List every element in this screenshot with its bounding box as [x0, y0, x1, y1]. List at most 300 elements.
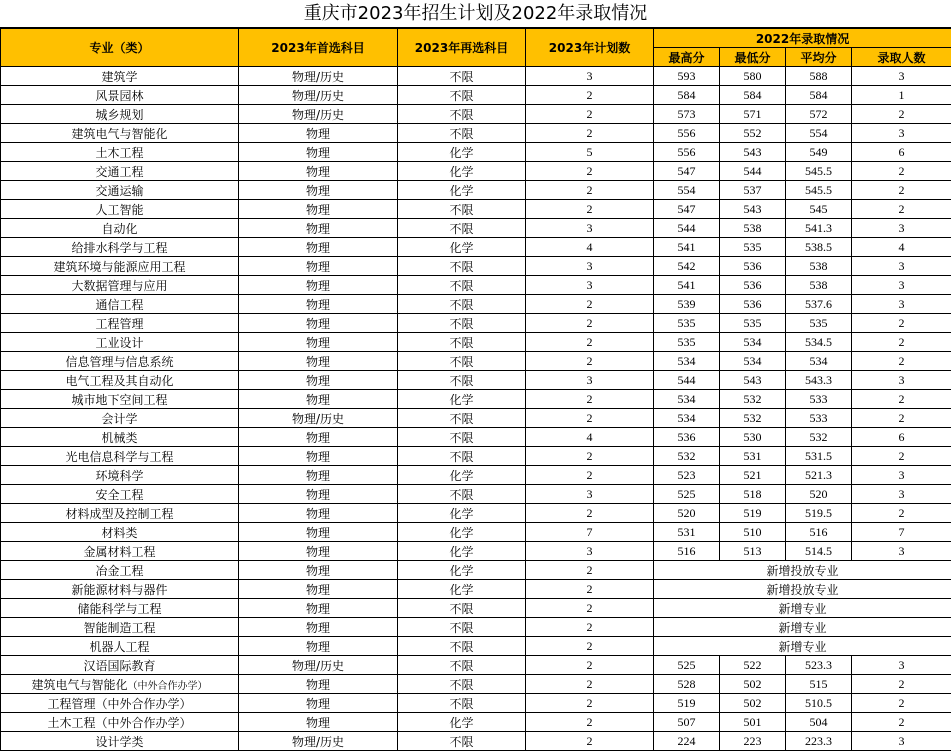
cell-avg: 588: [786, 67, 852, 86]
cell-count: 6: [852, 143, 951, 162]
cell-first-subject: 物理: [239, 219, 398, 238]
cell-second-subject: 不限: [398, 447, 526, 466]
cell-avg: 514.5: [786, 542, 852, 561]
cell-second-subject: 化学: [398, 162, 526, 181]
cell-count: 3: [852, 219, 951, 238]
cell-plan: 3: [526, 276, 654, 295]
cell-count: 3: [852, 295, 951, 314]
cell-major: 土木工程: [1, 143, 239, 162]
header-plan: 2023年计划数: [526, 29, 654, 67]
cell-max: 535: [654, 333, 720, 352]
cell-first-subject: 物理/历史: [239, 105, 398, 124]
cell-major: 光电信息科学与工程: [1, 447, 239, 466]
cell-count: 2: [852, 390, 951, 409]
cell-first-subject: 物理: [239, 713, 398, 732]
cell-min: 571: [720, 105, 786, 124]
cell-second-subject: 不限: [398, 485, 526, 504]
cell-first-subject: 物理/历史: [239, 409, 398, 428]
cell-first-subject: 物理: [239, 276, 398, 295]
table-row: [1, 599, 951, 618]
cell-major: 建筑电气与智能化（中外合作办学）: [1, 675, 239, 694]
cell-max: 520: [654, 504, 720, 523]
cell-max: 542: [654, 257, 720, 276]
cell-second-subject: 不限: [398, 333, 526, 352]
cell-avg: 543.3: [786, 371, 852, 390]
cell-count: 2: [852, 675, 951, 694]
cell-major: 城乡规划: [1, 105, 239, 124]
cell-first-subject: 物理/历史: [239, 67, 398, 86]
cell-max: 541: [654, 238, 720, 257]
cell-second-subject: 化学: [398, 466, 526, 485]
cell-plan: 3: [526, 257, 654, 276]
cell-major: 人工智能: [1, 200, 239, 219]
cell-plan: 2: [526, 694, 654, 713]
cell-first-subject: 物理: [239, 504, 398, 523]
cell-max: 573: [654, 105, 720, 124]
cell-major: 交通工程: [1, 162, 239, 181]
cell-min: 510: [720, 523, 786, 542]
cell-second-subject: 不限: [398, 409, 526, 428]
cell-second-subject: 化学: [398, 143, 526, 162]
cell-avg: 545.5: [786, 162, 852, 181]
cell-second-subject: 化学: [398, 181, 526, 200]
cell-second-subject: 不限: [398, 86, 526, 105]
cell-min: 584: [720, 86, 786, 105]
cell-major: 建筑电气与智能化: [1, 124, 239, 143]
cell-plan: 2: [526, 105, 654, 124]
cell-major: 工业设计: [1, 333, 239, 352]
cell-plan: 5: [526, 143, 654, 162]
cell-first-subject: 物理: [239, 447, 398, 466]
table-row: [1, 124, 951, 143]
cell-min: 534: [720, 352, 786, 371]
cell-second-subject: 不限: [398, 219, 526, 238]
table-row: [1, 314, 951, 333]
cell-second-subject: 化学: [398, 238, 526, 257]
cell-second-subject: 不限: [398, 200, 526, 219]
cell-max: 547: [654, 200, 720, 219]
cell-first-subject: 物理: [239, 333, 398, 352]
cell-count: 3: [852, 371, 951, 390]
cell-max: 519: [654, 694, 720, 713]
cell-plan: 2: [526, 599, 654, 618]
cell-first-subject: 物理: [239, 466, 398, 485]
cell-first-subject: 物理: [239, 295, 398, 314]
cell-major: 冶金工程: [1, 561, 239, 580]
header-count: 录取人数: [852, 48, 951, 67]
table-row: [1, 390, 951, 409]
cell-max: 556: [654, 143, 720, 162]
cell-max: 516: [654, 542, 720, 561]
cell-max: 507: [654, 713, 720, 732]
cell-plan: 2: [526, 580, 654, 599]
cell-count: 2: [852, 333, 951, 352]
cell-avg: 531.5: [786, 447, 852, 466]
cell-plan: 2: [526, 466, 654, 485]
cell-min: 501: [720, 713, 786, 732]
cell-second-subject: 化学: [398, 713, 526, 732]
cell-min: 536: [720, 276, 786, 295]
cell-major: 交通运输: [1, 181, 239, 200]
cell-major: 材料类: [1, 523, 239, 542]
cell-min: 543: [720, 200, 786, 219]
table-row: [1, 694, 951, 713]
cell-count: 3: [852, 656, 951, 675]
cell-first-subject: 物理: [239, 637, 398, 656]
cell-major: 金属材料工程: [1, 542, 239, 561]
cell-avg: 223.3: [786, 732, 852, 751]
cell-first-subject: 物理: [239, 618, 398, 637]
cell-max: 531: [654, 523, 720, 542]
cell-first-subject: 物理: [239, 599, 398, 618]
cell-second-subject: 不限: [398, 694, 526, 713]
cell-major: 自动化: [1, 219, 239, 238]
cell-min: 532: [720, 409, 786, 428]
cell-first-subject: 物理/历史: [239, 86, 398, 105]
cell-second-subject: 不限: [398, 314, 526, 333]
cell-count: 2: [852, 504, 951, 523]
cell-plan: 2: [526, 200, 654, 219]
header-major: 专业（类）: [1, 29, 239, 67]
cell-min: 535: [720, 238, 786, 257]
cell-count: 2: [852, 447, 951, 466]
cell-count: 3: [852, 466, 951, 485]
cell-max: 535: [654, 314, 720, 333]
cell-plan: 2: [526, 447, 654, 466]
table-row: [1, 618, 951, 637]
cell-major: 工程管理（中外合作办学）: [1, 694, 239, 713]
cell-major: 机械类: [1, 428, 239, 447]
cell-avg: 538.5: [786, 238, 852, 257]
cell-first-subject: 物理: [239, 428, 398, 447]
cell-second-subject: 不限: [398, 105, 526, 124]
cell-first-subject: 物理: [239, 523, 398, 542]
cell-max: 593: [654, 67, 720, 86]
cell-count: 3: [852, 485, 951, 504]
cell-count: 3: [852, 542, 951, 561]
cell-count: 3: [852, 124, 951, 143]
cell-min: 519: [720, 504, 786, 523]
table-row: [1, 428, 951, 447]
cell-max: 525: [654, 656, 720, 675]
cell-avg: 533: [786, 390, 852, 409]
cell-second-subject: 不限: [398, 618, 526, 637]
cell-avg: 516: [786, 523, 852, 542]
cell-plan: 2: [526, 86, 654, 105]
cell-major: 储能科学与工程: [1, 599, 239, 618]
cell-max: 544: [654, 371, 720, 390]
cell-second-subject: 不限: [398, 257, 526, 276]
cell-avg: 545.5: [786, 181, 852, 200]
cell-first-subject: 物理/历史: [239, 656, 398, 675]
cell-major: 会计学: [1, 409, 239, 428]
cell-avg: 515: [786, 675, 852, 694]
cell-avg: 584: [786, 86, 852, 105]
cell-count: 2: [852, 181, 951, 200]
table-row: [1, 409, 951, 428]
cell-major: 新能源材料与器件: [1, 580, 239, 599]
cell-avg: 534: [786, 352, 852, 371]
cell-max: 544: [654, 219, 720, 238]
cell-first-subject: 物理: [239, 314, 398, 333]
cell-min: 530: [720, 428, 786, 447]
table-row: [1, 67, 951, 86]
cell-second-subject: 不限: [398, 599, 526, 618]
cell-count: 2: [852, 713, 951, 732]
cell-min: 522: [720, 656, 786, 675]
cell-major: 汉语国际教育: [1, 656, 239, 675]
cell-max: 584: [654, 86, 720, 105]
cell-avg: 545: [786, 200, 852, 219]
cell-plan: 3: [526, 542, 654, 561]
cell-count: 3: [852, 67, 951, 86]
cell-plan: 2: [526, 162, 654, 181]
cell-plan: 2: [526, 181, 654, 200]
cell-count: 2: [852, 200, 951, 219]
table-row: [1, 200, 951, 219]
cell-avg: 519.5: [786, 504, 852, 523]
cell-avg: 549: [786, 143, 852, 162]
cell-min: 538: [720, 219, 786, 238]
cell-note: 新增投放专业: [654, 580, 951, 599]
cell-first-subject: 物理: [239, 542, 398, 561]
header-first-subject: 2023年首选科目: [239, 29, 398, 67]
cell-avg: 510.5: [786, 694, 852, 713]
header-min: 最低分: [720, 48, 786, 67]
cell-min: 536: [720, 295, 786, 314]
cell-count: 6: [852, 428, 951, 447]
table-row: [1, 561, 951, 580]
cell-second-subject: 化学: [398, 523, 526, 542]
cell-avg: 532: [786, 428, 852, 447]
cell-second-subject: 不限: [398, 637, 526, 656]
cell-min: 531: [720, 447, 786, 466]
cell-plan: 2: [526, 409, 654, 428]
cell-avg: 572: [786, 105, 852, 124]
cell-first-subject: 物理: [239, 257, 398, 276]
cell-min: 552: [720, 124, 786, 143]
table-row: [1, 86, 951, 105]
cell-plan: 2: [526, 713, 654, 732]
table-header: [1, 29, 951, 67]
cell-plan: 2: [526, 637, 654, 656]
cell-min: 543: [720, 371, 786, 390]
cell-max: 556: [654, 124, 720, 143]
cell-major: 建筑环境与能源应用工程: [1, 257, 239, 276]
header-avg: 平均分: [786, 48, 852, 67]
cell-count: 2: [852, 105, 951, 124]
table-row: [1, 105, 951, 124]
cell-second-subject: 化学: [398, 542, 526, 561]
cell-first-subject: 物理: [239, 143, 398, 162]
cell-first-subject: 物理/历史: [239, 732, 398, 751]
cell-note: 新增投放专业: [654, 561, 951, 580]
cell-plan: 4: [526, 428, 654, 447]
cell-min: 532: [720, 390, 786, 409]
cell-max: 528: [654, 675, 720, 694]
cell-plan: 2: [526, 352, 654, 371]
table-row: [1, 181, 951, 200]
table-row: [1, 637, 951, 656]
table-row: [1, 238, 951, 257]
cell-min: 502: [720, 694, 786, 713]
cell-first-subject: 物理: [239, 162, 398, 181]
header-admission-group: 2022年录取情况: [654, 29, 951, 48]
cell-count: 3: [852, 732, 951, 751]
cell-count: 2: [852, 409, 951, 428]
cell-major: 土木工程（中外合作办学）: [1, 713, 239, 732]
admission-table: [0, 28, 951, 751]
cell-count: 2: [852, 694, 951, 713]
cell-first-subject: 物理: [239, 238, 398, 257]
cell-max: 541: [654, 276, 720, 295]
table-row: [1, 447, 951, 466]
cell-avg: 537.6: [786, 295, 852, 314]
cell-major: 电气工程及其自动化: [1, 371, 239, 390]
cell-second-subject: 不限: [398, 371, 526, 390]
table-row: [1, 675, 951, 694]
cell-count: 2: [852, 314, 951, 333]
cell-count: 2: [852, 162, 951, 181]
table-row: [1, 371, 951, 390]
cell-major: 机器人工程: [1, 637, 239, 656]
cell-max: 532: [654, 447, 720, 466]
cell-avg: 520: [786, 485, 852, 504]
cell-max: 523: [654, 466, 720, 485]
cell-plan: 3: [526, 67, 654, 86]
cell-plan: 2: [526, 732, 654, 751]
cell-plan: 2: [526, 333, 654, 352]
cell-plan: 2: [526, 314, 654, 333]
cell-first-subject: 物理: [239, 371, 398, 390]
cell-second-subject: 不限: [398, 428, 526, 447]
table-row: [1, 713, 951, 732]
table-row: [1, 466, 951, 485]
cell-plan: 2: [526, 295, 654, 314]
cell-major: 智能制造工程: [1, 618, 239, 637]
cell-major: 建筑学: [1, 67, 239, 86]
cell-min: 518: [720, 485, 786, 504]
cell-note: 新增专业: [654, 637, 951, 656]
cell-major: 信息管理与信息系统: [1, 352, 239, 371]
cell-second-subject: 化学: [398, 504, 526, 523]
table-row: [1, 542, 951, 561]
cell-count: 3: [852, 257, 951, 276]
header-max: 最高分: [654, 48, 720, 67]
cell-avg: 534.5: [786, 333, 852, 352]
cell-avg: 504: [786, 713, 852, 732]
table-row: [1, 295, 951, 314]
cell-major: 城市地下空间工程: [1, 390, 239, 409]
cell-max: 224: [654, 732, 720, 751]
cell-avg: 541.3: [786, 219, 852, 238]
cell-min: 537: [720, 181, 786, 200]
cell-second-subject: 化学: [398, 390, 526, 409]
page-title: 重庆市2023年招生计划及2022年录取情况: [0, 0, 951, 28]
table-row: [1, 656, 951, 675]
cell-avg: 535: [786, 314, 852, 333]
cell-min: 580: [720, 67, 786, 86]
cell-count: 3: [852, 276, 951, 295]
table-row: [1, 485, 951, 504]
cell-count: 2: [852, 352, 951, 371]
cell-min: 513: [720, 542, 786, 561]
cell-plan: 2: [526, 618, 654, 637]
cell-min: 223: [720, 732, 786, 751]
cell-second-subject: 不限: [398, 295, 526, 314]
cell-major: 风景园林: [1, 86, 239, 105]
cell-max: 525: [654, 485, 720, 504]
table-row: [1, 352, 951, 371]
cell-plan: 2: [526, 675, 654, 694]
cell-plan: 7: [526, 523, 654, 542]
cell-min: 535: [720, 314, 786, 333]
table-row: [1, 333, 951, 352]
cell-count: 7: [852, 523, 951, 542]
cell-major: 通信工程: [1, 295, 239, 314]
cell-avg: 538: [786, 276, 852, 295]
table-row: [1, 580, 951, 599]
table-row: [1, 257, 951, 276]
cell-plan: 3: [526, 485, 654, 504]
cell-major: 设计学类: [1, 732, 239, 751]
cell-max: 539: [654, 295, 720, 314]
cell-first-subject: 物理: [239, 561, 398, 580]
cell-second-subject: 化学: [398, 580, 526, 599]
cell-first-subject: 物理: [239, 200, 398, 219]
cell-first-subject: 物理: [239, 390, 398, 409]
cell-first-subject: 物理: [239, 675, 398, 694]
cell-count: 1: [852, 86, 951, 105]
table-row: [1, 504, 951, 523]
cell-avg: 533: [786, 409, 852, 428]
cell-first-subject: 物理: [239, 694, 398, 713]
cell-second-subject: 不限: [398, 124, 526, 143]
cell-min: 544: [720, 162, 786, 181]
cell-avg: 554: [786, 124, 852, 143]
table-row: [1, 162, 951, 181]
cell-max: 547: [654, 162, 720, 181]
cell-avg: 523.3: [786, 656, 852, 675]
cell-second-subject: 不限: [398, 352, 526, 371]
cell-major: 材料成型及控制工程: [1, 504, 239, 523]
cell-plan: 3: [526, 371, 654, 390]
cell-first-subject: 物理: [239, 124, 398, 143]
cell-major-suffix: （中外合作办学）: [128, 681, 208, 692]
cell-plan: 2: [526, 504, 654, 523]
cell-min: 543: [720, 143, 786, 162]
cell-major: 工程管理: [1, 314, 239, 333]
cell-second-subject: 不限: [398, 675, 526, 694]
cell-second-subject: 不限: [398, 732, 526, 751]
cell-first-subject: 物理: [239, 580, 398, 599]
cell-max: 536: [654, 428, 720, 447]
table-row: [1, 143, 951, 162]
cell-second-subject: 不限: [398, 276, 526, 295]
header-second-subject: 2023年再选科目: [398, 29, 526, 67]
cell-max: 534: [654, 390, 720, 409]
cell-max: 534: [654, 409, 720, 428]
cell-min: 521: [720, 466, 786, 485]
cell-plan: 2: [526, 656, 654, 675]
cell-note: 新增专业: [654, 618, 951, 637]
cell-second-subject: 化学: [398, 561, 526, 580]
cell-second-subject: 不限: [398, 656, 526, 675]
cell-first-subject: 物理: [239, 181, 398, 200]
cell-max: 554: [654, 181, 720, 200]
cell-major: 环境科学: [1, 466, 239, 485]
cell-major: 大数据管理与应用: [1, 276, 239, 295]
